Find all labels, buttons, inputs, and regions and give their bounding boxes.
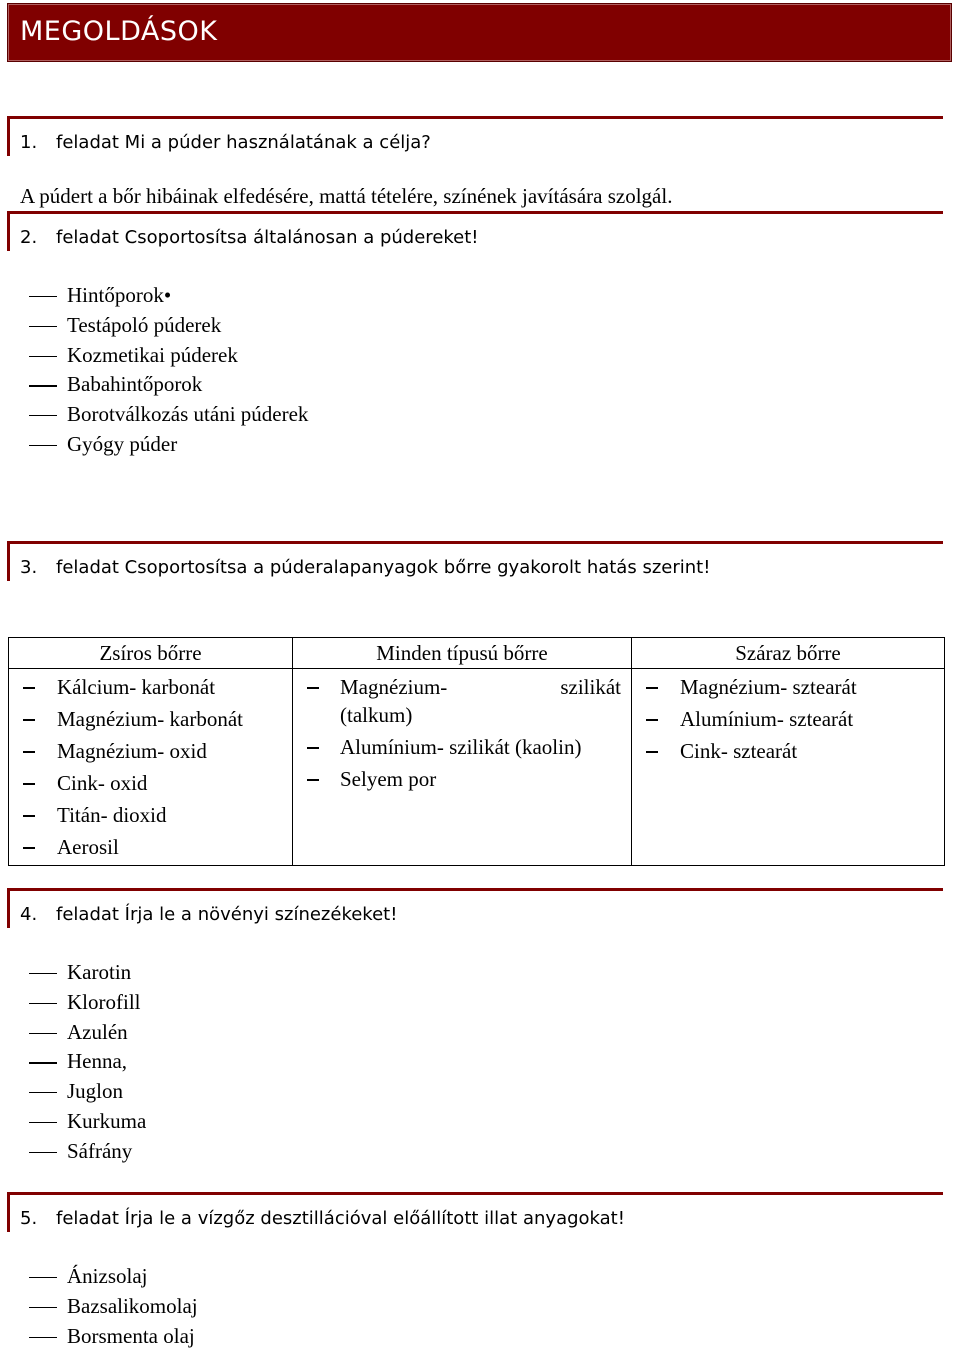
- table-cell: [9, 669, 293, 866]
- list-item-text: Hintőporok•: [67, 283, 172, 307]
- list-item: [9, 703, 292, 735]
- dash-bullet: [29, 296, 57, 297]
- section-rule: [7, 888, 943, 891]
- list-item: [29, 988, 146, 1018]
- list-item: [29, 1292, 198, 1322]
- dash-bullet: [307, 747, 319, 749]
- question-1-answer: A púdert a bőr hibáinak elfedésére, mattá tételére, színének javítására szolgál.: [20, 184, 673, 208]
- dash-bullet: [29, 415, 57, 416]
- section-rule: [7, 541, 943, 544]
- list-item-text: Magnézium- szilikát (talkum): [340, 675, 621, 727]
- list-item-text: Kálcium- karbonát: [57, 675, 216, 699]
- list-item: [293, 671, 631, 731]
- list-item-text: Bazsalikomolaj: [67, 1293, 198, 1318]
- dash-bullet: [23, 847, 35, 849]
- list-item-text: Sáfrány: [67, 1138, 133, 1163]
- dash-bullet: [29, 1277, 57, 1278]
- question-2-list: [29, 281, 308, 460]
- list-item-text: Borotválkozás utáni púderek: [67, 402, 309, 427]
- list-item-text: Azulén: [67, 1019, 128, 1044]
- dash-bullet: [29, 1152, 57, 1153]
- list-item: [29, 341, 308, 371]
- list-item: [29, 1137, 146, 1167]
- list-item-text: Cink- sztearát: [680, 739, 798, 763]
- list-item: [29, 1262, 198, 1292]
- dash-bullet: [23, 751, 35, 753]
- dash-bullet: [29, 973, 57, 974]
- list-item-text: Gyógy púder: [67, 431, 178, 456]
- section-rule-left: [7, 116, 10, 156]
- list-item: [9, 671, 292, 703]
- table-header-row: [9, 638, 945, 669]
- question-text: feladat Írja le a növényi színezékeket!: [56, 904, 398, 925]
- dash-bullet: [23, 687, 35, 689]
- list-item-text: Aerosil: [57, 835, 119, 859]
- dash-bullet: [29, 445, 57, 446]
- dash-bullet: [29, 1033, 57, 1034]
- question-4-list: [29, 958, 146, 1167]
- section-rule: [7, 211, 943, 214]
- list-item-text: Testápoló púderek: [67, 312, 222, 337]
- question-text: feladat Csoportosítsa a púderalapanyagok bőrre gyakorolt hatás szerint!: [56, 557, 711, 578]
- list-item: [29, 311, 308, 341]
- list-item-text: Henna,: [67, 1049, 128, 1074]
- dash-bullet: [29, 356, 57, 357]
- list-item-text: Magnézium- sztearát: [680, 675, 857, 699]
- list-item: [293, 731, 631, 763]
- list-item-text: Alumínium- szilikát (kaolin): [340, 735, 582, 759]
- column-header: Száraz bőrre: [632, 638, 945, 669]
- list-item: [9, 831, 292, 863]
- section-rule-left: [7, 211, 10, 251]
- list-item-text: Selyem por: [340, 767, 437, 791]
- table-cell: [632, 669, 945, 866]
- ingredients-table: [8, 637, 945, 866]
- list-item-text: Kozmetikai púderek: [67, 342, 238, 367]
- list-item: [632, 703, 944, 735]
- dash-bullet: [29, 1122, 57, 1123]
- dash-bullet: [307, 779, 319, 781]
- list-item: [29, 370, 308, 400]
- list-item: [29, 1018, 146, 1048]
- question-number: 3.: [20, 557, 38, 578]
- dash-bullet: [307, 687, 319, 689]
- question-5-list: [29, 1262, 198, 1351]
- dash-bullet: [29, 385, 57, 386]
- list-item-text: Titán- dioxid: [57, 803, 167, 827]
- list-item: [29, 958, 146, 988]
- dash-bullet: [29, 1062, 57, 1063]
- list-item: [293, 763, 631, 795]
- list-item: [632, 735, 944, 767]
- question-number: 2.: [20, 227, 38, 248]
- list-item: [29, 400, 308, 430]
- column-header: Minden típusú bőrre: [293, 638, 632, 669]
- section-rule-left: [7, 888, 10, 928]
- list-item: [29, 430, 308, 460]
- list-item-text: Cink- oxid: [57, 771, 148, 795]
- list-item-text: Magnézium- oxid: [57, 739, 207, 763]
- question-text: feladat Csoportosítsa általánosan a púdereket!: [56, 227, 479, 248]
- list-item-text: Alumínium- sztearát: [680, 707, 854, 731]
- dash-bullet: [29, 1003, 57, 1004]
- dash-bullet: [646, 719, 658, 721]
- dash-bullet: [23, 815, 35, 817]
- list-item: [632, 671, 944, 703]
- list-item-text: Ánizsolaj: [67, 1264, 148, 1288]
- question-text: feladat Mi a púder használatának a célja?: [56, 132, 431, 153]
- question-number: 1.: [20, 132, 38, 153]
- question-number: 4.: [20, 904, 38, 925]
- column-header: Zsíros bőrre: [9, 638, 293, 669]
- dash-bullet: [23, 719, 35, 721]
- dash-bullet: [23, 783, 35, 785]
- question-text: feladat Írja le a vízgőz desztillációval előállított illat anyagokat!: [56, 1208, 625, 1229]
- list-item: [29, 1077, 146, 1107]
- list-item: [29, 1322, 198, 1352]
- section-rule: [7, 116, 943, 119]
- list-item: [9, 735, 292, 767]
- dash-bullet: [29, 326, 57, 327]
- table-cell: [293, 669, 632, 866]
- section-rule-left: [7, 1192, 10, 1232]
- list-item: [29, 1107, 146, 1137]
- list-item-text: Babahintőporok: [67, 372, 203, 397]
- list-item-text: Karotin: [67, 960, 132, 984]
- dash-bullet: [646, 751, 658, 753]
- list-item-text: Klorofill: [67, 989, 141, 1014]
- list-item-text: Juglon: [67, 1079, 124, 1104]
- list-item-text: Borsmenta olaj: [67, 1323, 195, 1348]
- dash-bullet: [29, 1092, 57, 1093]
- dash-bullet: [29, 1337, 57, 1338]
- list-item: [29, 1047, 146, 1077]
- list-item-text: Kurkuma: [67, 1108, 147, 1133]
- table-row: [9, 669, 945, 866]
- title-banner: [7, 3, 952, 62]
- page-title: MEGOLDÁSOK: [20, 16, 218, 47]
- list-item: [9, 799, 292, 831]
- question-number: 5.: [20, 1208, 38, 1229]
- list-item-text: Magnézium- karbonát: [57, 707, 244, 731]
- dash-bullet: [29, 1307, 57, 1308]
- list-item: [9, 767, 292, 799]
- dash-bullet: [646, 687, 658, 689]
- section-rule-left: [7, 541, 10, 581]
- section-rule: [7, 1192, 943, 1195]
- list-item: [29, 281, 308, 311]
